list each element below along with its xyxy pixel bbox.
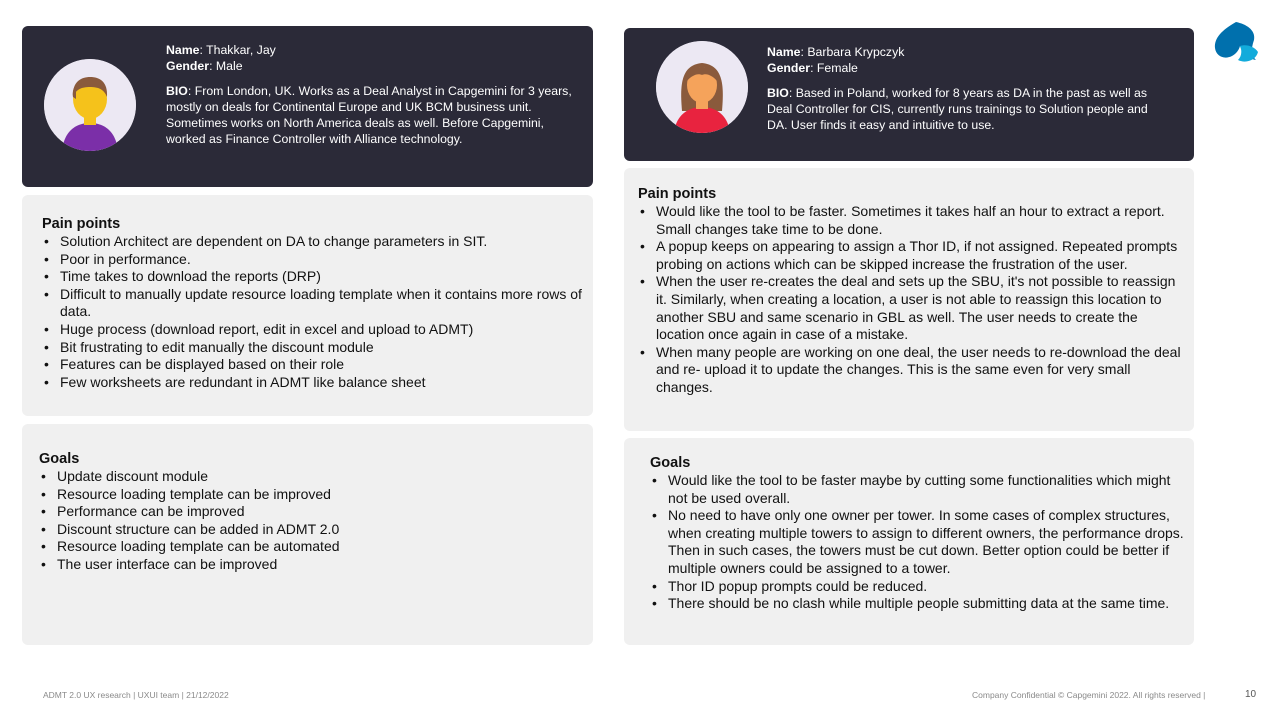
list-item: • No need to have only one owner per tower. In some cases of complex structures, when creating multiple towers to assign to different owners, the performance drops. Then in such cases, the towers must be cut down. Better option could be better if multiple owners could be assigned to a tower. — [650, 507, 1185, 577]
capgemini-logo — [1212, 20, 1260, 64]
persona1-goals-card — [22, 424, 593, 645]
male-avatar-icon — [44, 59, 136, 151]
persona-name: : Barbara Krypczyk — [800, 45, 905, 59]
persona2-goals-card — [624, 438, 1194, 645]
list-item: • Would like the tool to be faster. Sometimes it takes half an hour to extract a report. Small changes take time to be done. — [638, 203, 1183, 238]
goals-title: Goals — [39, 451, 80, 467]
persona-bio: : Based in Poland, worked for 8 years as DA in the past as well as Deal Controller for CIS, currently runs trainings to Solution people and DA. User finds it easy and intuitive to use. — [767, 86, 1148, 132]
list-item: • When many people are working on one deal, the user needs to re-download the deal and re- upload it to update the changes. This is the same even for very small changes. — [638, 344, 1183, 397]
list-item: • The user interface can be improved — [39, 556, 579, 574]
persona2-pain-points-card — [624, 168, 1194, 431]
list-item: • Discount structure can be added in ADMT 2.0 — [39, 521, 579, 539]
goals-list — [39, 468, 579, 574]
list-item: • Difficult to manually update resource loading template when it contains more rows of data. — [42, 286, 582, 321]
bio-label: BIO — [767, 86, 789, 100]
pain-points-title: Pain points — [638, 186, 717, 202]
list-item: • Performance can be improved — [39, 503, 579, 521]
list-item: • Would like the tool to be faster maybe by cutting some functionalities which might not be used overall. — [650, 472, 1185, 507]
bio-label: BIO — [166, 84, 188, 98]
list-item: • When the user re-creates the deal and sets up the SBU, it's not possible to reassign it. Similarly, when creating a location, a user is not able to reassign this location to another SBU and same scenario in GBL as well. The user needs to create the location once again in case of a mistake. — [638, 273, 1183, 343]
goals-list — [650, 472, 1185, 613]
gender-label: Gender — [767, 61, 811, 75]
pain-points-title: Pain points — [42, 216, 121, 232]
list-item: • Solution Architect are dependent on DA to change parameters in SIT. — [42, 233, 582, 251]
footer-right: Company Confidential © Capgemini 2022. All rights reserved | — [972, 690, 1206, 700]
pain-points-list — [638, 203, 1183, 397]
footer-left: ADMT 2.0 UX research | UXUI team | 21/12/2022 — [43, 690, 229, 700]
list-item: • There should be no clash while multiple people submitting data at the same time. — [650, 595, 1185, 613]
list-item: • Update discount module — [39, 468, 579, 486]
persona2-profile-text — [767, 44, 1157, 133]
page-number: 10 — [1245, 689, 1257, 700]
list-item: • Poor in performance. — [42, 251, 582, 269]
goals-title: Goals — [650, 455, 691, 471]
list-item: • Resource loading template can be improved — [39, 486, 579, 504]
persona1-profile-text — [166, 42, 576, 147]
list-item: • Thor ID popup prompts could be reduced. — [650, 578, 1185, 596]
persona-gender: : Female — [810, 61, 858, 75]
persona-name: : Thakkar, Jay — [199, 43, 276, 57]
persona2-profile-card — [624, 28, 1194, 161]
gender-label: Gender — [166, 59, 210, 73]
female-avatar-icon — [656, 41, 748, 133]
list-item: • Features can be displayed based on their role — [42, 356, 582, 374]
name-label: Name — [166, 43, 200, 57]
persona-gender: : Male — [209, 59, 243, 73]
list-item: • Few worksheets are redundant in ADMT like balance sheet — [42, 374, 582, 392]
persona1-profile-card — [22, 26, 593, 187]
list-item: • Resource loading template can be automated — [39, 538, 579, 556]
list-item: • Bit frustrating to edit manually the discount module — [42, 339, 582, 357]
name-label: Name — [767, 45, 801, 59]
pain-points-list — [42, 233, 582, 391]
list-item: • Time takes to download the reports (DRP) — [42, 268, 582, 286]
persona-bio: : From London, UK. Works as a Deal Analyst in Capgemini for 3 years, mostly on deals for Continental Europe and UK BCM business unit. Sometimes works on North America deals as well. Before Capgemini, worked as Finance Controller with Alliance technology. — [166, 84, 572, 146]
list-item: • A popup keeps on appearing to assign a Thor ID, if not assigned. Repeated prompts probing on actions which can be skipped increase the frustration of the user. — [638, 238, 1183, 273]
persona1-pain-points-card — [22, 195, 593, 416]
list-item: • Huge process (download report, edit in excel and upload to ADMT) — [42, 321, 582, 339]
